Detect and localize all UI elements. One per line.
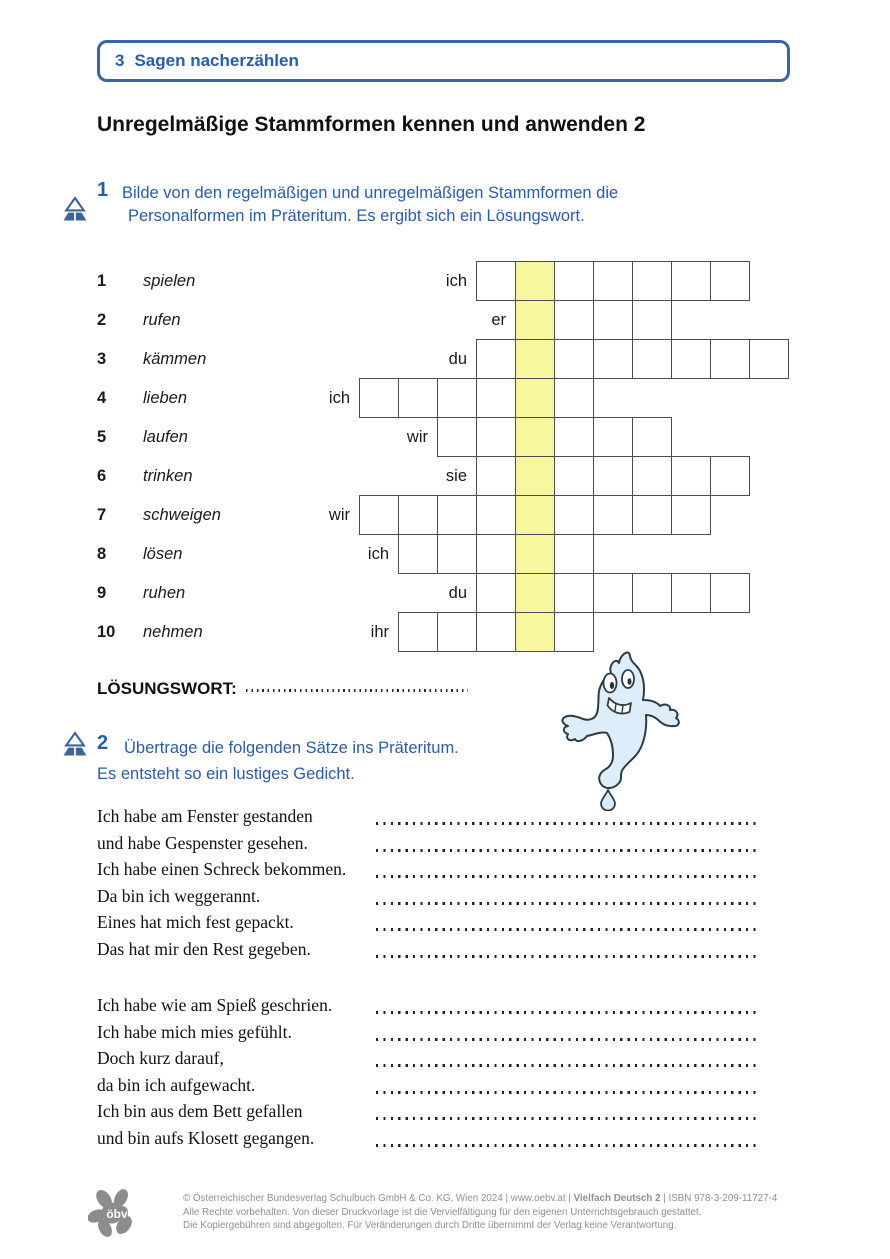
grid-cell-highlighted[interactable] bbox=[515, 417, 555, 457]
pronoun-label: ihr bbox=[370, 623, 389, 641]
grid-cell[interactable] bbox=[554, 339, 594, 379]
grid-cell[interactable] bbox=[671, 495, 711, 535]
verb-number: 7 bbox=[97, 506, 107, 524]
pronoun-label: er bbox=[491, 311, 506, 329]
poem-line bbox=[97, 856, 759, 883]
pronoun-label: ich bbox=[445, 272, 467, 290]
poem-line-text: Doch kurz darauf, bbox=[97, 1048, 224, 1069]
poem-line bbox=[97, 909, 759, 936]
grid-cell-highlighted[interactable] bbox=[515, 534, 555, 574]
footer-fees-line: Die Kopiergebühren sind abgegolten. Für Veränderungen durch Dritte übernimmt der Verlag keine Verantwortung. bbox=[183, 1220, 677, 1231]
verb-infinitive: kämmen bbox=[143, 350, 207, 368]
pronoun-label: ich bbox=[328, 389, 350, 407]
footer-book-title: Vielfach Deutsch 2 bbox=[573, 1193, 661, 1204]
poem-line bbox=[97, 1019, 759, 1046]
grid-cell[interactable] bbox=[476, 534, 516, 574]
chapter-number: 3 bbox=[115, 51, 125, 70]
grid-cell[interactable] bbox=[671, 339, 711, 379]
answer-line[interactable] bbox=[376, 1091, 757, 1094]
grid-cell[interactable] bbox=[476, 495, 516, 535]
grid-cell[interactable] bbox=[749, 339, 789, 379]
poem-line-text: Ich habe am Fenster gestanden bbox=[97, 806, 313, 826]
grid-cell[interactable] bbox=[554, 261, 594, 301]
poem-line-text: Ich habe mich mies gefühlt. bbox=[97, 1021, 292, 1042]
exercise2-instruction-line2: Es entsteht so ein lustiges Gedicht. bbox=[97, 765, 355, 783]
verb-number: 9 bbox=[97, 584, 107, 602]
grid-cell[interactable] bbox=[554, 534, 594, 574]
grid-cell[interactable] bbox=[632, 417, 672, 457]
verb-number: 3 bbox=[97, 350, 107, 368]
exercise2-instruction bbox=[97, 735, 459, 787]
grid-cell[interactable] bbox=[476, 456, 516, 496]
answer-line[interactable] bbox=[376, 875, 757, 878]
answer-line[interactable] bbox=[376, 1144, 757, 1147]
grid-cell[interactable] bbox=[632, 261, 672, 301]
poem-line-text: Ich habe einen Schreck bekommen. bbox=[97, 859, 347, 880]
grid-cell[interactable] bbox=[632, 339, 672, 379]
grid-cell-highlighted[interactable] bbox=[515, 495, 555, 535]
grid-cell[interactable] bbox=[476, 378, 516, 418]
grid-cell[interactable] bbox=[398, 378, 438, 418]
grid-cell[interactable] bbox=[632, 300, 672, 340]
verb-number: 1 bbox=[97, 272, 107, 290]
verb-infinitive: laufen bbox=[143, 428, 188, 446]
verb-number: 2 bbox=[97, 311, 107, 329]
exercise1-number: 1 bbox=[97, 179, 109, 201]
grid-cell[interactable] bbox=[476, 612, 516, 652]
poem-line bbox=[97, 803, 759, 830]
verb-infinitive: trinken bbox=[143, 467, 193, 485]
verb-number: 8 bbox=[97, 545, 107, 563]
grid-cell[interactable] bbox=[554, 300, 594, 340]
poem-line-text: da bin ich aufgewacht. bbox=[97, 1074, 256, 1095]
ghost-eye-right bbox=[622, 670, 634, 688]
difficulty-pyramid-icon bbox=[60, 731, 90, 758]
poem-stanza-1 bbox=[97, 803, 759, 963]
grid-cell-highlighted[interactable] bbox=[515, 456, 555, 496]
exercise2-number: 2 bbox=[97, 732, 109, 754]
solution-answer-line[interactable] bbox=[246, 689, 468, 692]
footer-copyright-line: © Österreichischer Bundesverlag Schulbuch GmbH & Co. KG, Wien 2024 | www.oebv.at | Vielfach Deutsch 2 | ISBN 978-3-209-11727-4 bbox=[183, 1193, 778, 1204]
grid-cell[interactable] bbox=[398, 612, 438, 652]
answer-line[interactable] bbox=[376, 849, 757, 852]
answer-line[interactable] bbox=[376, 955, 757, 958]
grid-cell[interactable] bbox=[710, 261, 750, 301]
verb-number: 5 bbox=[97, 428, 107, 446]
grid-cell-highlighted[interactable] bbox=[515, 378, 555, 418]
exercise2-instruction-line1: Übertrage die folgenden Sätze ins Präteritum. bbox=[124, 739, 459, 757]
verb-infinitive: spielen bbox=[143, 272, 196, 290]
grid-cell[interactable] bbox=[398, 495, 438, 535]
verb-infinitive: lösen bbox=[143, 545, 183, 563]
poem-line-text: Da bin ich weggerannt. bbox=[97, 885, 261, 906]
poem-line-text: und bin aufs Klosett gegangen. bbox=[97, 1127, 315, 1148]
grid-cell-highlighted[interactable] bbox=[515, 573, 555, 613]
grid-cell[interactable] bbox=[710, 339, 750, 379]
poem-line-text: Eines hat mich fest gepackt. bbox=[97, 912, 294, 933]
grid-cell[interactable] bbox=[710, 456, 750, 496]
verb-infinitive: lieben bbox=[143, 389, 188, 407]
grid-cell[interactable] bbox=[710, 573, 750, 613]
grid-cell[interactable] bbox=[671, 573, 711, 613]
grid-cell[interactable] bbox=[593, 261, 633, 301]
poem-line-text: Ich bin aus dem Bett gefallen bbox=[97, 1101, 303, 1122]
grid-cell-highlighted[interactable] bbox=[515, 300, 555, 340]
grid-cell[interactable] bbox=[593, 456, 633, 496]
grid-cell[interactable] bbox=[437, 495, 477, 535]
grid-cell[interactable] bbox=[593, 300, 633, 340]
grid-cell[interactable] bbox=[632, 573, 672, 613]
solution-row bbox=[97, 679, 468, 699]
footer-imprint bbox=[183, 1192, 777, 1233]
pronoun-label: ich bbox=[367, 545, 389, 563]
grid-cell[interactable] bbox=[476, 417, 516, 457]
grid-cell[interactable] bbox=[437, 417, 477, 457]
poem-line bbox=[97, 830, 759, 857]
grid-cell[interactable] bbox=[554, 573, 594, 613]
pronoun-label: sie bbox=[445, 467, 467, 485]
grid-cell-highlighted[interactable] bbox=[515, 339, 555, 379]
grid-cell-highlighted[interactable] bbox=[515, 261, 555, 301]
grid-cell[interactable] bbox=[554, 495, 594, 535]
grid-cell[interactable] bbox=[437, 378, 477, 418]
grid-cell[interactable] bbox=[593, 339, 633, 379]
grid-cell[interactable] bbox=[437, 612, 477, 652]
grid-cell[interactable] bbox=[476, 339, 516, 379]
poem-line bbox=[97, 883, 759, 910]
grid-cell[interactable] bbox=[476, 261, 516, 301]
grid-cell[interactable] bbox=[359, 378, 399, 418]
pronoun-label: wir bbox=[406, 428, 428, 446]
grid-cell[interactable] bbox=[671, 261, 711, 301]
chapter-title: Sagen nacherzählen bbox=[134, 51, 299, 70]
ghost-body bbox=[562, 652, 678, 788]
oebv-logo bbox=[88, 1186, 138, 1238]
grid-cell[interactable] bbox=[671, 456, 711, 496]
grid-cell[interactable] bbox=[593, 417, 633, 457]
answer-line[interactable] bbox=[376, 928, 757, 931]
grid-cell[interactable] bbox=[476, 573, 516, 613]
grid-cell[interactable] bbox=[359, 495, 399, 535]
poem-line bbox=[97, 992, 759, 1019]
answer-line[interactable] bbox=[376, 1011, 757, 1014]
poem-stanza-2 bbox=[97, 992, 759, 1152]
verb-number: 10 bbox=[97, 623, 116, 641]
answer-line[interactable] bbox=[376, 902, 757, 905]
poem-line-text: Das hat mir den Rest gegeben. bbox=[97, 938, 311, 959]
poem-line bbox=[97, 1098, 759, 1125]
exercise1-instruction-line2: Personalformen im Präteritum. Es ergibt sich ein Lösungswort. bbox=[128, 207, 585, 225]
grid-cell[interactable] bbox=[398, 534, 438, 574]
grid-cell[interactable] bbox=[437, 534, 477, 574]
page-title: Unregelmäßige Stammformen kennen und anwenden 2 bbox=[97, 113, 646, 136]
pronoun-label: wir bbox=[328, 506, 350, 524]
ghost-pupil-right bbox=[628, 678, 632, 685]
pronoun-label: du bbox=[448, 584, 467, 602]
grid-cell[interactable] bbox=[554, 417, 594, 457]
grid-cell[interactable] bbox=[632, 495, 672, 535]
ghost-eye-left bbox=[604, 674, 617, 693]
grid-cell[interactable] bbox=[554, 378, 594, 418]
poem-line bbox=[97, 1125, 759, 1152]
answer-line[interactable] bbox=[376, 822, 757, 825]
poem-line bbox=[97, 936, 759, 963]
poem-line bbox=[97, 1045, 759, 1072]
oebv-logo-text: öbv bbox=[106, 1207, 128, 1221]
verb-infinitive: nehmen bbox=[143, 623, 203, 641]
grid-cell[interactable] bbox=[554, 456, 594, 496]
verb-infinitive: ruhen bbox=[143, 584, 186, 602]
footer-rights-line: Alle Rechte vorbehalten. Von dieser Druckvorlage ist die Vervielfältigung für den eigenen Unterrichtsgebrauch gestattet. bbox=[183, 1206, 702, 1218]
poem-line bbox=[97, 1072, 759, 1099]
poem-line-text: Ich habe wie am Spieß geschrien. bbox=[97, 995, 333, 1015]
poem-line-text: und habe Gespenster gesehen. bbox=[97, 832, 308, 853]
grid-cell-highlighted[interactable] bbox=[515, 612, 555, 652]
ghost-pupil-left bbox=[610, 682, 614, 689]
verb-number: 4 bbox=[97, 389, 107, 407]
answer-line[interactable] bbox=[376, 1064, 757, 1067]
verb-infinitive: rufen bbox=[143, 311, 181, 329]
pronoun-label: du bbox=[448, 350, 467, 368]
ghost-illustration bbox=[553, 643, 687, 811]
solution-label: LÖSUNGSWORT: bbox=[97, 679, 237, 698]
answer-line[interactable] bbox=[376, 1038, 757, 1041]
exercise1-instruction-line1: Bilde von den regelmäßigen und unregelmäßigen Stammformen die bbox=[122, 184, 619, 202]
verb-infinitive: schweigen bbox=[143, 506, 221, 524]
grid-cell[interactable] bbox=[593, 495, 633, 535]
grid-cell[interactable] bbox=[593, 573, 633, 613]
grid-cell[interactable] bbox=[632, 456, 672, 496]
verb-number: 6 bbox=[97, 467, 107, 485]
answer-line[interactable] bbox=[376, 1117, 757, 1120]
